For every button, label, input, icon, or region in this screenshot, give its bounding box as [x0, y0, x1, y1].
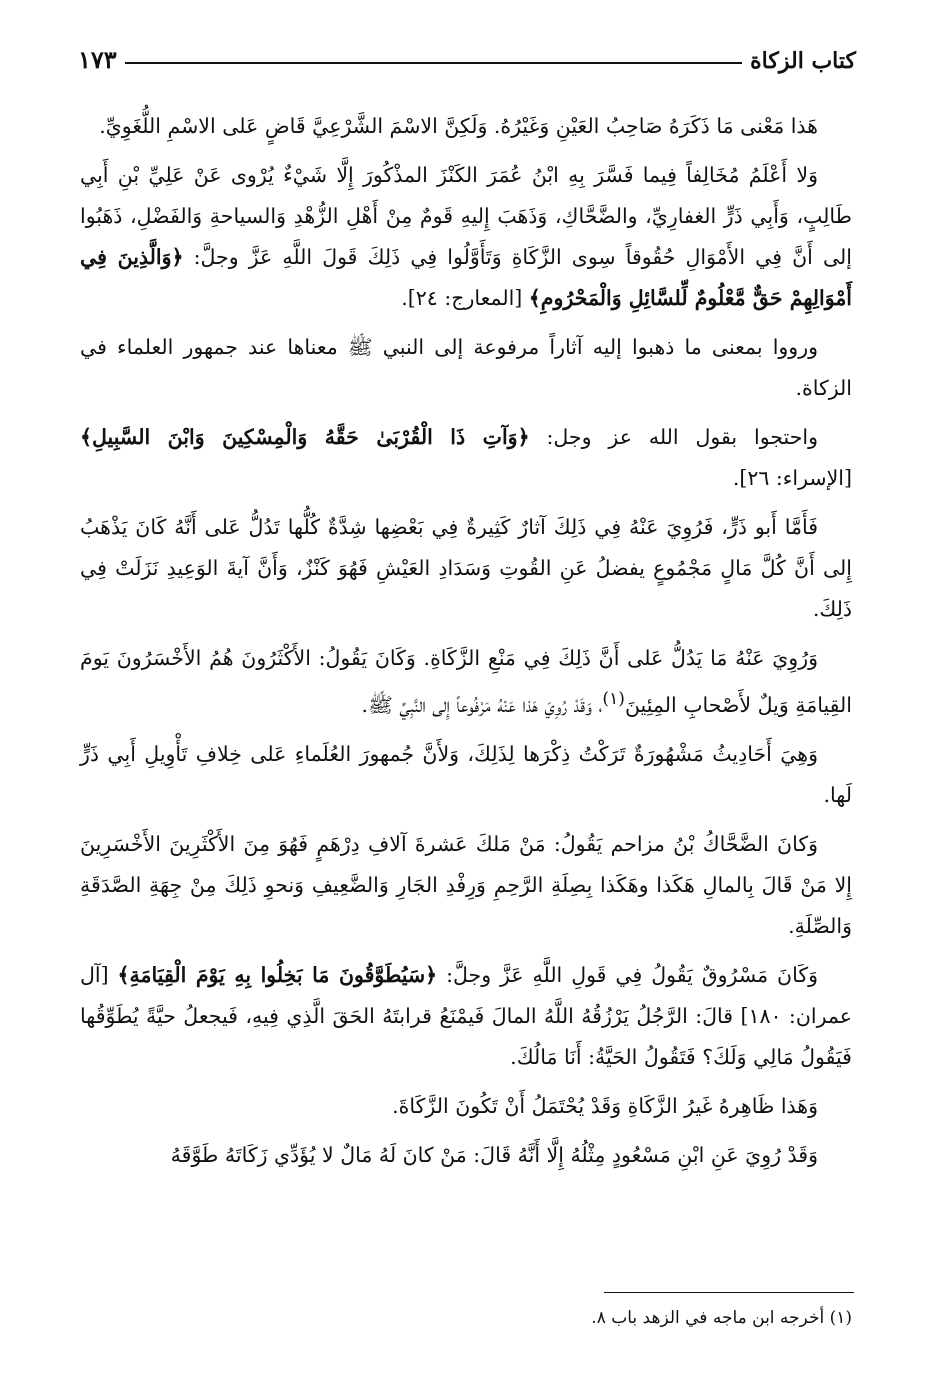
quran-verse: ﴿وَالَّذِينَ فِي أَمْوَالِهِمْ حَقٌّ مَّعْلُومٌ لِّلسَّائِلِ وَالْمَحْرُومِ﴾ [80, 245, 852, 310]
footnote: (١) أخرجه ابن ماجه في الزهد باب ٨. [591, 1308, 852, 1328]
paragraph-text: هَذا مَعْنى مَا ذَكَرَهُ صَاحِبُ العَيْنِ وَغَيْرُهُ. وَلَكِنَّ الاسْمَ الشَّرْعِيَّ قَاضٍ عَلى الاسْمِ اللُّغَوِيِّ. [99, 114, 818, 138]
book-title: كتاب الزكاة [750, 48, 856, 74]
quran-verse: ﴿وَآتِ ذَا الْقُرْبَىٰ حَقَّهُ وَالْمِسْكِينَ وَابْنَ السَّبِيلِ﴾ [80, 425, 530, 449]
paragraph-text: وَرُوِيَ عَنْهُ مَا يَدُلُّ عَلى أَنَّ ذَلِكَ فِي مَنْعِ الزَّكَاةِ. وَكَانَ يَقُولُ: الأَكْثَرُونَ هُمُ الأَخْسَرُونَ يَومَ القِيامَةِ وَيلٌ لأَصْحابِ المِئِينَ [80, 646, 852, 717]
paragraph-text: وَكانَ الضَّحَّاكُ بْنُ مزاحم يَقُولُ: مَنْ مَلكَ عَشرةَ آلافِ دِرْهَمٍ فَهُوَ مِنَ الأَكْثَرِينَ الأَخْسَرِينَ إِلا مَنْ قَالَ بِالمالِ هَكَذا وهَكَذا بِصِلَةِ الرَّحِمِ وَرِفْدِ الجَارِ وَالضَّعِيفِ وَنحوِ ذَلِكَ مِنْ جِهَةِ الصَّدَقَةِ وَالصِّلَةِ. [80, 831, 852, 938]
paragraph-text-continued: [آل عمران: ١٨٠] قالَ: الرَّجُلُ يَرْزُقُهُ اللَّهُ المالَ فَيمْنَعُ قرابتَهُ الحَقَ الَّذِي فِيهِ، فَيجعلُ حيَّةً يُطَوِّقُها فَيَقُولُ مَالِي وَلَكَ؟ فَتَقُولُ الحَيَّةُ: أَنَا مَالُكَ. [80, 962, 852, 1069]
paragraph-text: واحتجوا بقول الله عز وجل: [529, 425, 818, 449]
paragraph-text: وَقَدْ رُوِيَ عَنِ ابْنِ مَسْعُودٍ مِثْلُهُ إِلَّا أَنَّهُ قَالَ: مَنْ كانَ لَهُ مَالٌ لا يُؤَدِّي زَكَاتَهُ طَوَّقَهُ [170, 1142, 818, 1167]
verse-citation: [المعارج: ٢٤]. [401, 286, 529, 310]
footnote-rule [604, 1292, 854, 1293]
paragraph-text-continued: ، وَقَدْ رُوِيَ هَذا عَنْهُ مَرْفُوعاً إِلى النَّبِيِّ ﷺ. [361, 692, 603, 717]
footnote-reference: (١) [602, 689, 625, 709]
paragraph-4 [80, 417, 852, 499]
paragraph-text: وَهِيَ أَحَادِيثُ مَشْهُورَةٌ تَرَكْتُ ذِكْرَها لِذَلِكَ، وَلأَنَّ جُمهورَ العُلَماءِ عَلى خِلافِ تَأْوِيلِ أَبِي ذَرٍّ لَها. [80, 741, 852, 807]
paragraph-5 [80, 507, 852, 630]
page-number: ١٧٣ [78, 45, 117, 74]
verse-citation: [الإسراء: ٢٦]. [732, 466, 852, 490]
paragraph-11 [80, 1135, 852, 1176]
paragraph-text: وَهَذا ظَاهِرهُ غَيرُ الزَّكَاةِ وَقَدْ يُحْتَمَلُ أَنْ تَكُونَ الزَّكَاةَ. [392, 1093, 818, 1118]
paragraph-2 [80, 155, 852, 319]
paragraph-1 [80, 106, 852, 147]
body-text [80, 106, 852, 1184]
running-header [78, 34, 856, 74]
paragraph-10 [80, 1086, 852, 1127]
paragraph-3 [80, 327, 852, 409]
paragraph-8 [80, 824, 852, 947]
paragraph-7 [80, 734, 852, 816]
header-rule [125, 62, 742, 64]
paragraph-9 [80, 955, 852, 1078]
paragraph-text: وَلا أَعْلَمُ مُخَالِفاً فِيما فَسَّرَ بِهِ ابْنُ عُمَرَ الكَنْزَ المذْكُورَ إِلَّا شَيْءٌ يُرْوى عَنْ عَلِيِّ بْنِ أَبِي طَالِبٍ، وَأَبِي ذَرٍّ الغفارِيِّ، والضَّحَّاكِ، وَذَهَبَ إِليهِ قَومٌ مِنْ أَهْلِ الزُّهْدِ وَالسياحةِ وَالفَضْلِ، ذَهَبُوا إلى أَنَّ فِي الأَمْوَالِ حُقُوقاً سِوى الزَّكَاةِ وَتَأَوَّلُوا فِي ذَلِكَ قَولَ اللَّهِ عَزَّ وجلَّ: [80, 163, 852, 269]
paragraph-text: وَكَانَ مَسْرُوقٌ يَقُولُ فِي قَولِ اللَّهِ عَزَّ وجلَّ: [437, 962, 818, 987]
paragraph-text: ورووا بمعنى ما ذهبوا إليه آثاراً مرفوعة إلى النبي ﷺ معناها عند جمهور العلماء في الزكاة. [80, 335, 852, 400]
quran-verse: ﴿سَيُطَوَّقُونَ مَا بَخِلُوا بِهِ يَوْمَ الْقِيَامَةِ﴾ [117, 962, 438, 987]
paragraph-6 [80, 638, 852, 726]
paragraph-text: فَأَمَّا أَبو ذَرٍّ، فَرُوِيَ عَنْهُ فِي ذَلِكَ آثارٌ كَثِيرةٌ فِي بَعْضِها شِدَّةٌ كُلُّها تَدُلُّ عَلى أَنَّهُ كَانَ يَذْهَبُ إِلى أَنَّ كُلَّ مَالٍ مَجْمُوعٍ يفضلُ عَنِ القُوتِ وَسَدَادِ العَيْشِ فَهُوَ كَنْزٌ، وَأَنَّ آيةَ الوَعِيدِ نَزَلَتْ فِي ذَلِكَ. [80, 515, 852, 621]
